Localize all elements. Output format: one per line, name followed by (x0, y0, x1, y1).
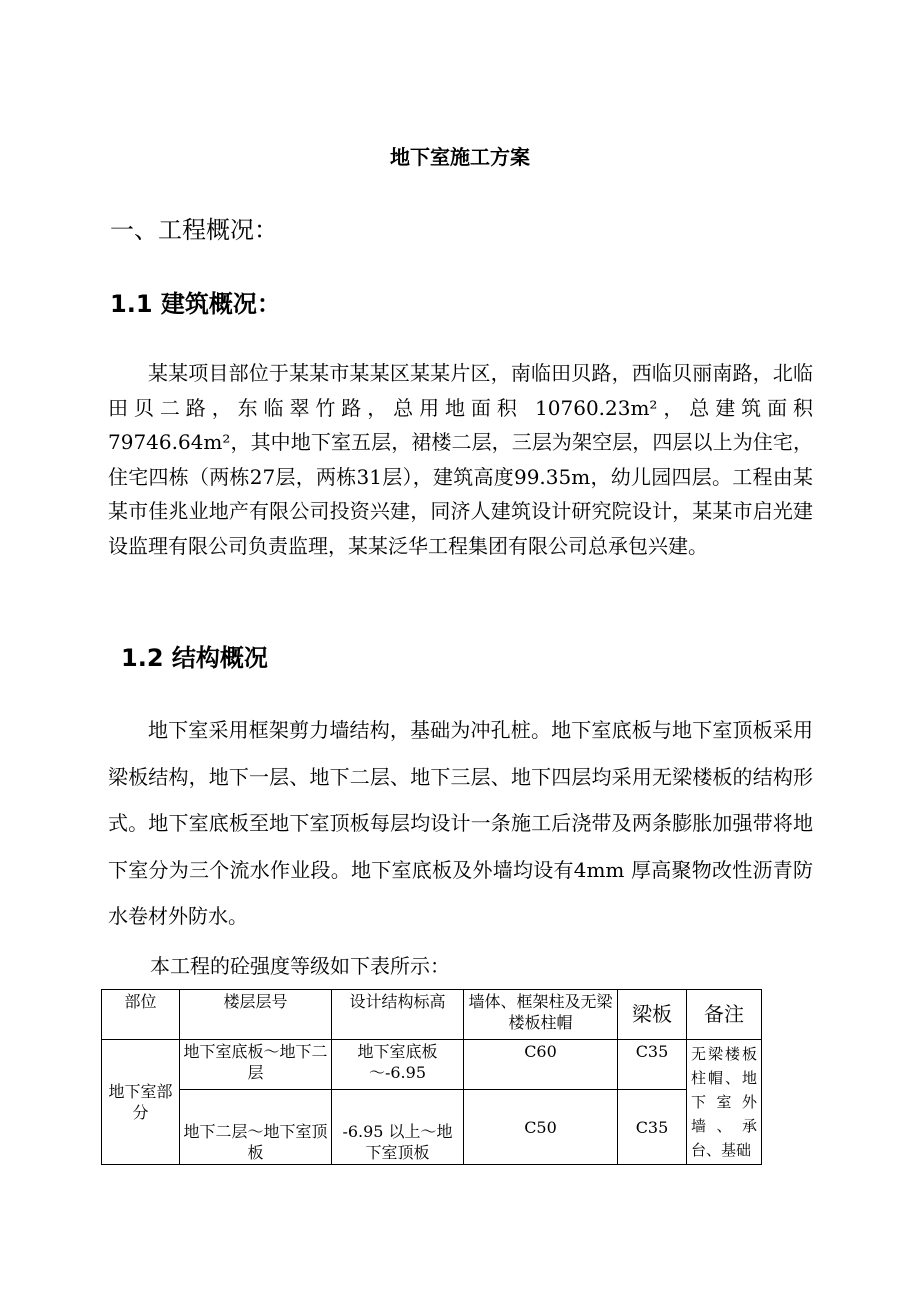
section-heading-project-overview: 一、工程概况： (110, 216, 278, 244)
header-elevation: 设计结构标高 (332, 990, 464, 1040)
document-title: 地下室施工方案 (390, 145, 530, 169)
cell-floor: 地下二层～地下室顶板 (180, 1090, 332, 1165)
cell-note: 无梁楼板柱帽、地下室外墙、承台、基础 (687, 1040, 762, 1165)
table-intro-text: 本工程的砼强度等级如下表所示： (150, 954, 450, 978)
concrete-grade-table (101, 989, 762, 1165)
building-overview-paragraph: 某某项目部位于某某市某某区某某片区，南临田贝路，西临贝丽南路，北临田贝二路，东临翠竹路，总用地面积 10760.23m²，总建筑面积 79746.64m²，其中地下室五层，裙楼二层，三层为架空层，四层以上为住宅，住宅四栋（两栋27层，两栋31层），建筑高度99.35m，幼儿园四层。工程由某某市佳兆业地产有限公司投资兴建，同济人建筑设计研究院设计，某某市启光建设监理有限公司负责监理，某某泛华工程集团有限公司总承包兴建。 (108, 361, 813, 558)
cell-floor: 地下室底板～地下二层 (180, 1040, 332, 1090)
subsection-heading-building-overview: 1.1 建筑概况： (110, 290, 281, 318)
header-floor: 楼层层号 (180, 990, 332, 1040)
subsection-heading-structure-overview: 1.2 结构概况 (121, 644, 268, 672)
cell-wall-grade: C50 (464, 1090, 618, 1165)
header-wall-column: 墙体、框架柱及无梁楼板柱帽 (464, 990, 618, 1040)
table-row (102, 1090, 762, 1165)
cell-elevation: 地下室底板～-6.95 (332, 1040, 464, 1090)
table-row (102, 1040, 762, 1090)
cell-elevation: -6.95 以上～地下室顶板 (332, 1090, 464, 1165)
header-note: 备注 (687, 990, 762, 1040)
structure-overview-paragraph: 地下室采用框架剪力墙结构，基础为冲孔桩。地下室底板与地下室顶板采用梁板结构，地下一层、地下二层、地下三层、地下四层均采用无梁楼板的结构形式。地下室底板至地下室顶板每层均设计一条施工后浇带及两条膨胀加强带将地下室分为三个流水作业段。地下室底板及外墙均设有4mm 厚高聚物改性沥青防水卷材外防水。 (108, 718, 813, 929)
cell-wall-grade: C60 (464, 1040, 618, 1090)
cell-beam-grade: C35 (618, 1090, 687, 1165)
table-header-row (102, 990, 762, 1040)
cell-part: 地下室部分 (102, 1040, 180, 1165)
cell-beam-grade: C35 (618, 1040, 687, 1090)
header-part: 部位 (102, 990, 180, 1040)
header-beam-slab: 梁板 (618, 990, 687, 1040)
